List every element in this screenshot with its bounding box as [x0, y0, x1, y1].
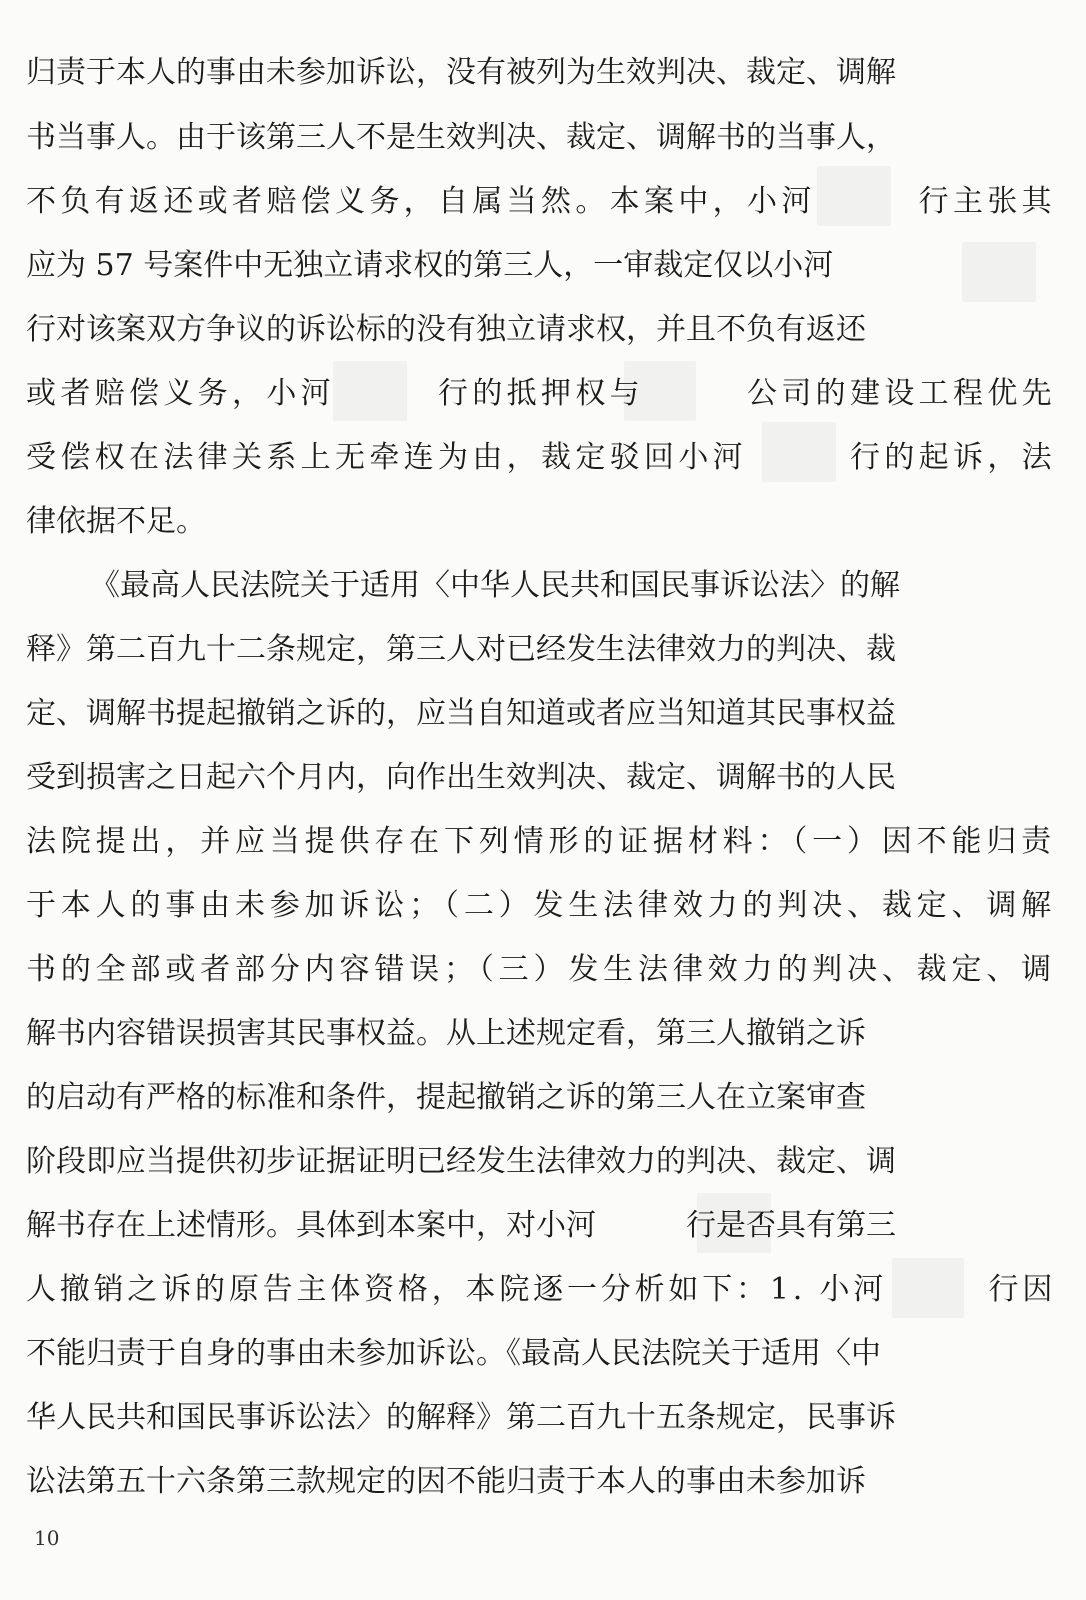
- body-text-line: 律依据不足。: [26, 504, 206, 539]
- body-text-line: 法院提出，并应当提供存在下列情形的证据材料：（一）因不能归责: [26, 824, 1056, 859]
- body-text-line: 不能归责于自身的事由未参加诉讼。《最高人民法院关于适用〈中: [26, 1336, 881, 1371]
- body-text-line: 解书存在上述情形。具体到本案中，对小河 行是否具有第三: [26, 1208, 896, 1243]
- body-text-line: 定、调解书提起撤销之诉的，应当自知道或者应当知道其民事权益: [26, 696, 896, 731]
- body-text-line: 受到损害之日起六个月内，向作出生效判决、裁定、调解书的人民: [26, 760, 896, 795]
- body-text-line: 的启动有严格的标准和条件，提起撤销之诉的第三人在立案审查: [26, 1080, 866, 1115]
- body-text-line: 应为 57 号案件中无独立请求权的第三人，一审裁定仅以小河: [26, 248, 834, 283]
- body-text-line: 讼法第五十六条第三款规定的因不能归责于本人的事由未参加诉: [26, 1464, 866, 1499]
- body-text-line: 书的全部或者部分内容错误；（三）发生法律效力的判决、裁定、调: [26, 952, 1056, 987]
- body-text-line: 书当事人。由于该第三人不是生效判决、裁定、调解书的当事人，: [26, 120, 896, 155]
- body-text-line: 华人民共和国民事诉讼法〉的解释》第二百九十五条规定，民事诉: [26, 1400, 896, 1435]
- body-text-line: 解书内容错误损害其民事权益。从上述规定看，第三人撤销之诉: [26, 1016, 866, 1051]
- body-text-line: 或者赔偿义务，小河 行的抵押权与 公司的建设工程优先: [26, 376, 1056, 411]
- body-text-line: 行对该案双方争议的诉讼标的没有独立请求权，并且不负有返还: [26, 312, 866, 347]
- body-text-line: 不负有返还或者赔偿义务，自属当然。本案中，小河 行主张其: [26, 184, 1056, 219]
- body-text-line: 阶段即应当提供初步证据证明已经发生法律效力的判决、裁定、调: [26, 1144, 896, 1179]
- body-text-line: 受偿权在法律关系上无牵连为由，裁定驳回小河 行的起诉，法: [26, 440, 1056, 475]
- body-text-line: 释》第二百九十二条规定，第三人对已经发生法律效力的判决、裁: [26, 632, 896, 667]
- body-text-line: 《最高人民法院关于适用〈中华人民共和国民事诉讼法〉的解: [90, 568, 900, 603]
- page-number: 10: [34, 1526, 60, 1550]
- body-text-line: 人撤销之诉的原告主体资格，本院逐一分析如下：1. 小河 行因: [26, 1272, 1056, 1307]
- body-text-line: 归责于本人的事由未参加诉讼，没有被列为生效判决、裁定、调解: [26, 55, 896, 90]
- body-text-line: 于本人的事由未参加诉讼；（二）发生法律效力的判决、裁定、调解: [26, 888, 1056, 923]
